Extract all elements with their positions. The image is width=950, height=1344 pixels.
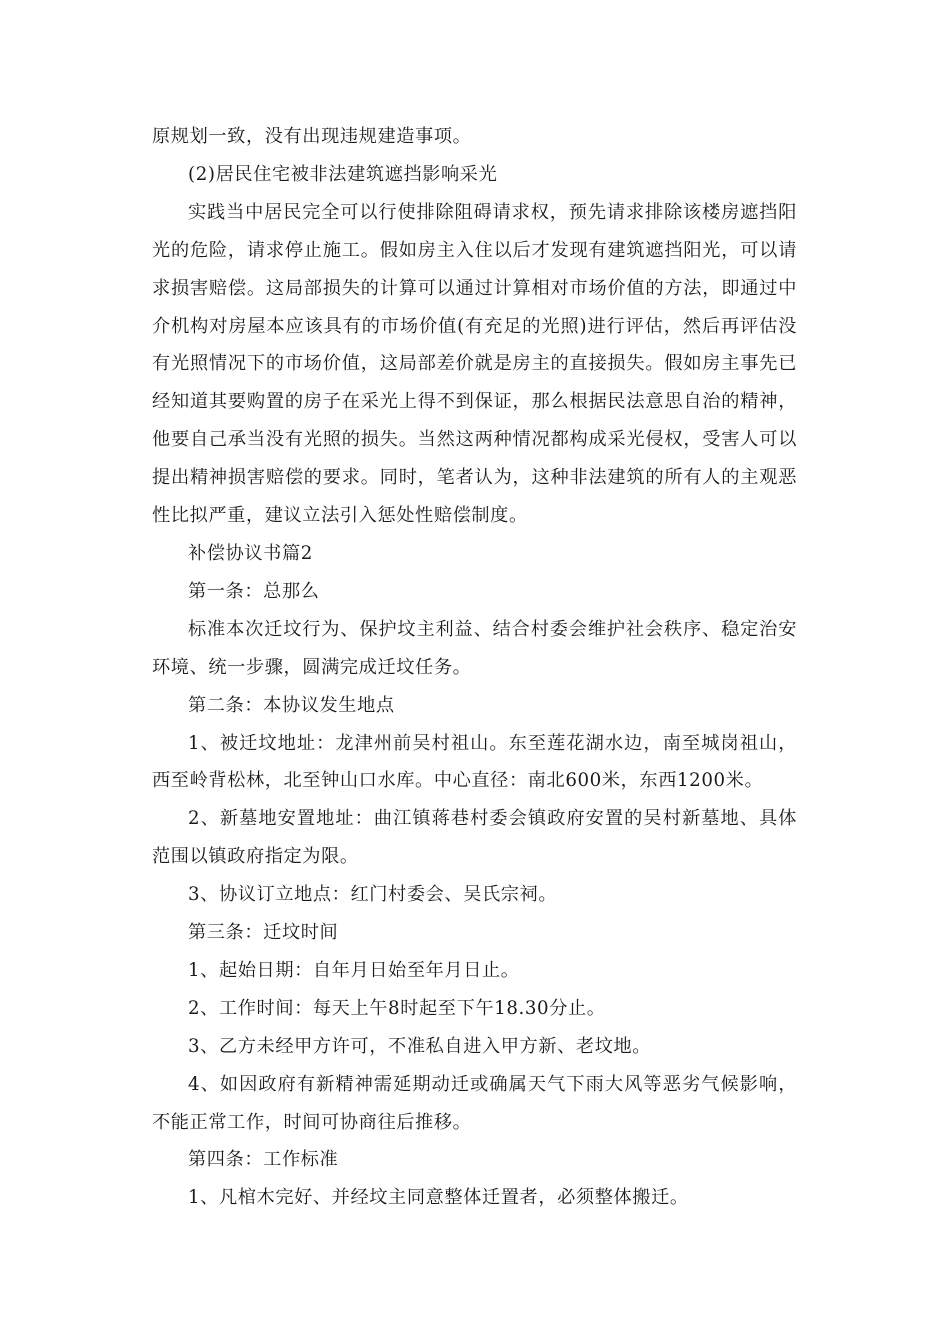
article-2-item-3: 3、协议订立地点：红门村委会、吴氏宗祠。: [188, 884, 558, 906]
article-1-heading: 第一条：总那么: [188, 580, 320, 602]
section-heading-sunlight-obstruction: (2)居民住宅被非法建筑遮挡影响采光: [188, 163, 498, 185]
document-title-compensation-agreement: 补偿协议书篇2: [188, 542, 313, 564]
paragraph-continuation: 原规划一致，没有出现违规建造事项。: [152, 126, 472, 147]
article-3-item-1: 1、起始日期：自年月日始至年月日止。: [188, 959, 520, 981]
article-3-item-4: 4、如因政府有新精神需延期动迁或确属天气下雨大风等恶劣气候影响，不能正常工作，时间可协商往后推移。: [152, 1073, 797, 1133]
document-body: [152, 118, 797, 1217]
paragraph-sunlight-remedies: 实践当中居民完全可以行使排除阻碍请求权，预先请求排除该楼房遮挡阳光的危险，请求停止施工。假如房主入住以后才发现有建筑遮挡阳光，可以请求损害赔偿。这局部损失的计算可以通过计算相对市场价值的方法，即通过中介机构对房屋本应该具有的市场价值(有充足的光照)进行评估，然后再评估没有光照情况下的市场价值，这局部差价就是房主的直接损失。假如房主事先已经知道其要购置的房子在采光上得不到保证，那么根据民法意思自治的精神，他要自己承当没有光照的损失。当然这两种情况都构成采光侵权，受害人可以提出精神损害赔偿的要求。同时，笔者认为，这种非法建筑的所有人的主观恶性比拟严重，建议立法引入惩处性赔偿制度。: [152, 201, 797, 527]
article-2-heading: 第二条：本协议发生地点: [188, 694, 395, 716]
article-3-item-2: 2、工作时间：每天上午8时起至下午18.30分止。: [188, 997, 606, 1019]
article-2-item-1: 1、被迁坟地址：龙津州前吴村祖山。东至莲花湖水边，南至城岗祖山，西至岭背松林，北至钟山口水库。中心直径：南北600米，东西1200米。: [152, 732, 797, 792]
article-3-item-3: 3、乙方未经甲方许可，不准私自进入甲方新、老坟地。: [188, 1035, 652, 1057]
article-3-heading: 第三条：迁坟时间: [188, 922, 339, 944]
article-4-heading: 第四条：工作标准: [188, 1149, 339, 1171]
article-2-item-2: 2、新墓地安置地址：曲江镇蒋巷村委会镇政府安置的吴村新墓地、具体范围以镇政府指定为限。: [152, 808, 797, 868]
article-4-item-1: 1、凡棺木完好、并经坟主同意整体迁置者，必须整体搬迁。: [188, 1187, 689, 1209]
article-1-body: 标准本次迁坟行为、保护坟主利益、结合村委会维护社会秩序、稳定治安环境、统一步骤，圆满完成迁坟任务。: [152, 618, 797, 678]
